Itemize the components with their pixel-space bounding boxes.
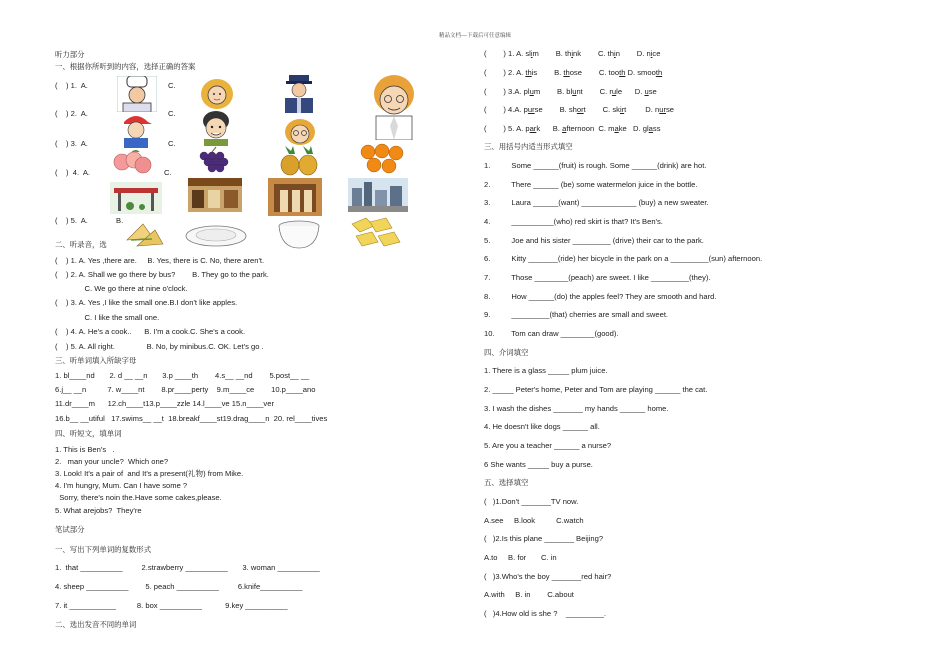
question-line: ( )3.Who's the boy _______red hair?	[484, 572, 612, 581]
question-line: 4. sheep __________ 5. peach __________ 6.knife__________	[55, 582, 303, 591]
phonics-question: ( ) 5. A. park B. afternoon C. make D. glass	[484, 124, 661, 133]
phonics-question: ( ) 4.A. purse B. short C. skirt D. nurse	[484, 105, 675, 114]
section-title: 三、用括号内适当形式填空	[484, 142, 573, 151]
question-line: 2. _____ Peter's home, Peter and Tom are playing ______ the cat.	[484, 385, 708, 394]
question-line: 4. I'm hungry, Mum. Can I have some ?	[55, 481, 188, 490]
question-line: C. I like the small one.	[55, 313, 160, 322]
question-line: 2. There ______ (be) some watermelon juice in the bottle.	[484, 180, 698, 189]
question-line: 6 She wants _____ buy a purse.	[484, 460, 593, 469]
section-title: 五、选择填空	[484, 478, 529, 487]
option-label: C.	[164, 168, 172, 177]
question-line: Sorry, there's noin the.Have some cakes,please.	[55, 493, 222, 502]
question-line: 6. Kitty _______(ride) her bicycle in the park on a _________(sun) afternoon.	[484, 254, 763, 263]
phonics-question: ( ) 2. A. this B. those C. tooth D. smooth	[484, 68, 663, 77]
question-line: A.with B. in C.about	[484, 590, 574, 599]
shop-picture	[188, 178, 242, 212]
question-line: ( )1.Don't _______TV now.	[484, 497, 579, 506]
boy-cap-picture	[118, 110, 154, 148]
question-line: ( ) 3. A. Yes ,I like the small one.B.I don't like apples.	[55, 298, 238, 307]
section-title: 一、写出下列单词的复数形式	[55, 545, 152, 554]
bowl-picture	[275, 218, 323, 252]
option-label: B.	[116, 216, 124, 225]
girl-picture	[196, 76, 238, 112]
question-line: 5. Joe and his sister _________ (drive) their car to the park.	[484, 236, 704, 245]
phonics-question: ( ) 1. A. slim B. think C. thin D. nice	[484, 49, 661, 58]
boy-picture	[196, 108, 236, 146]
question-number: ( ) 5. A.	[55, 216, 88, 225]
question-line: 3. Look! It's a pair of and It's a present(礼物) from Mike.	[55, 469, 244, 478]
option-label: C.	[168, 139, 176, 148]
question-line: 1. There is a glass _____ plum juice.	[484, 366, 608, 375]
phonics-question: ( ) 3.A. plum B. blunt C. rule D. use	[484, 87, 657, 96]
question-line: 4. He doesn't like dogs ______ all.	[484, 422, 600, 431]
question-line: 3. I wash the dishes _______ my hands ______ home.	[484, 404, 669, 413]
peaches-picture	[110, 148, 154, 176]
section-title: 二、选出发音不同的单词	[55, 620, 137, 629]
question-line: ( ) 2. A. Shall we go there by bus? B. They go to the park.	[55, 270, 269, 279]
chef-picture	[117, 76, 157, 112]
grapes-picture	[192, 146, 236, 176]
question-line: A.to B. for C. in	[484, 553, 557, 562]
question-number: ( ) 3. A.	[55, 139, 88, 148]
section-title: 一、根据你所听到的内容，选择正确的答案	[55, 62, 196, 71]
question-line: ( ) 5. A. All right. B. No, by minibus.C. OK. Let's go .	[55, 342, 264, 351]
question-line: 8. How ______(do) the apples feel? They are smooth and hard.	[484, 292, 717, 301]
question-line: ( ) 4. A. He's a cook.. B. I'm a cook.C. She's a cook.	[55, 327, 246, 336]
page-header: 精品文档---下载后可任意编辑	[439, 33, 511, 39]
question-line: ( )2.Is this plane _______ Beijing?	[484, 534, 604, 543]
biscuits-picture	[348, 214, 404, 250]
question-number: ( ) 2. A.	[55, 109, 88, 118]
question-number: ( ) 1. A.	[55, 81, 88, 90]
part-title-listening: 听力部分	[55, 50, 85, 59]
question-line: 3. Laura ______(want) _____________ (buy) a new sweater.	[484, 198, 709, 207]
question-line: C. We go there at nine o'clock.	[55, 284, 188, 293]
sandwiches-picture	[125, 220, 165, 248]
question-line: 2. man your uncle? Which one?	[55, 457, 169, 466]
police-officer-picture	[277, 73, 321, 113]
section-title: 三、听单词填入所缺字母	[55, 356, 137, 365]
question-line: 5. Are you a teacher ______ a nurse?	[484, 441, 612, 450]
option-label: C.	[168, 81, 176, 90]
question-line: 4. __________(who) red skirt is that? It's Ben's.	[484, 217, 663, 226]
part-title-written: 笔试部分	[55, 525, 85, 534]
oranges-picture	[356, 142, 408, 176]
old-man-picture	[368, 74, 420, 140]
pineapples-picture	[275, 146, 321, 176]
question-line: 7. Those ________(peach) are sweet. I like _________(they).	[484, 273, 711, 282]
section-title: 二、听录音，选	[55, 240, 107, 249]
question-line: 1. bl____nd 2. d __ __n 3.p ____th 4.s__ __nd 5.post__ __	[55, 371, 310, 380]
question-line: 1. Some ______(fruit) is rough. Some ______(drink) are hot.	[484, 161, 707, 170]
question-line: ( )4.How old is she ? _________.	[484, 609, 606, 618]
question-line: 10. Tom can draw ________(good).	[484, 329, 619, 338]
question-line: 6.j__ __n 7. w____nt 8.pr____perty 9.m____ce 10.p____ano	[55, 385, 316, 394]
question-line: 1. This is Ben's .	[55, 445, 115, 454]
option-label: C.	[168, 109, 176, 118]
section-title: 四、介词填空	[484, 348, 529, 357]
question-line: 1. that __________ 2.strawberry __________ 3. woman __________	[55, 563, 320, 572]
park-picture	[110, 182, 162, 214]
question-line: 5. What arejobs? They're	[55, 506, 142, 515]
question-line: 11.dr____m 12.ch____t13.p____zzle 14.l____ve 15.n____ver	[55, 399, 274, 408]
section-title: 四、听短文，填单词	[55, 429, 122, 438]
question-line: ( ) 1. A. Yes ,there are. B. Yes, there is C. No, there aren't.	[55, 256, 265, 265]
question-line: 16.b__ __utiful 17.swims__ __t 18.breakf____st19.drag____n 20. rel____tives	[55, 414, 328, 423]
question-line: 9. _________(that) cherries are small and sweet.	[484, 310, 669, 319]
plate-picture	[184, 220, 248, 250]
mall-picture	[268, 178, 322, 216]
question-line: A.see B.look C.watch	[484, 516, 584, 525]
question-line: 7. it ___________ 8. box __________ 9.key __________	[55, 601, 288, 610]
city-picture	[348, 178, 408, 212]
question-number: ( ) 4. A.	[55, 168, 91, 177]
